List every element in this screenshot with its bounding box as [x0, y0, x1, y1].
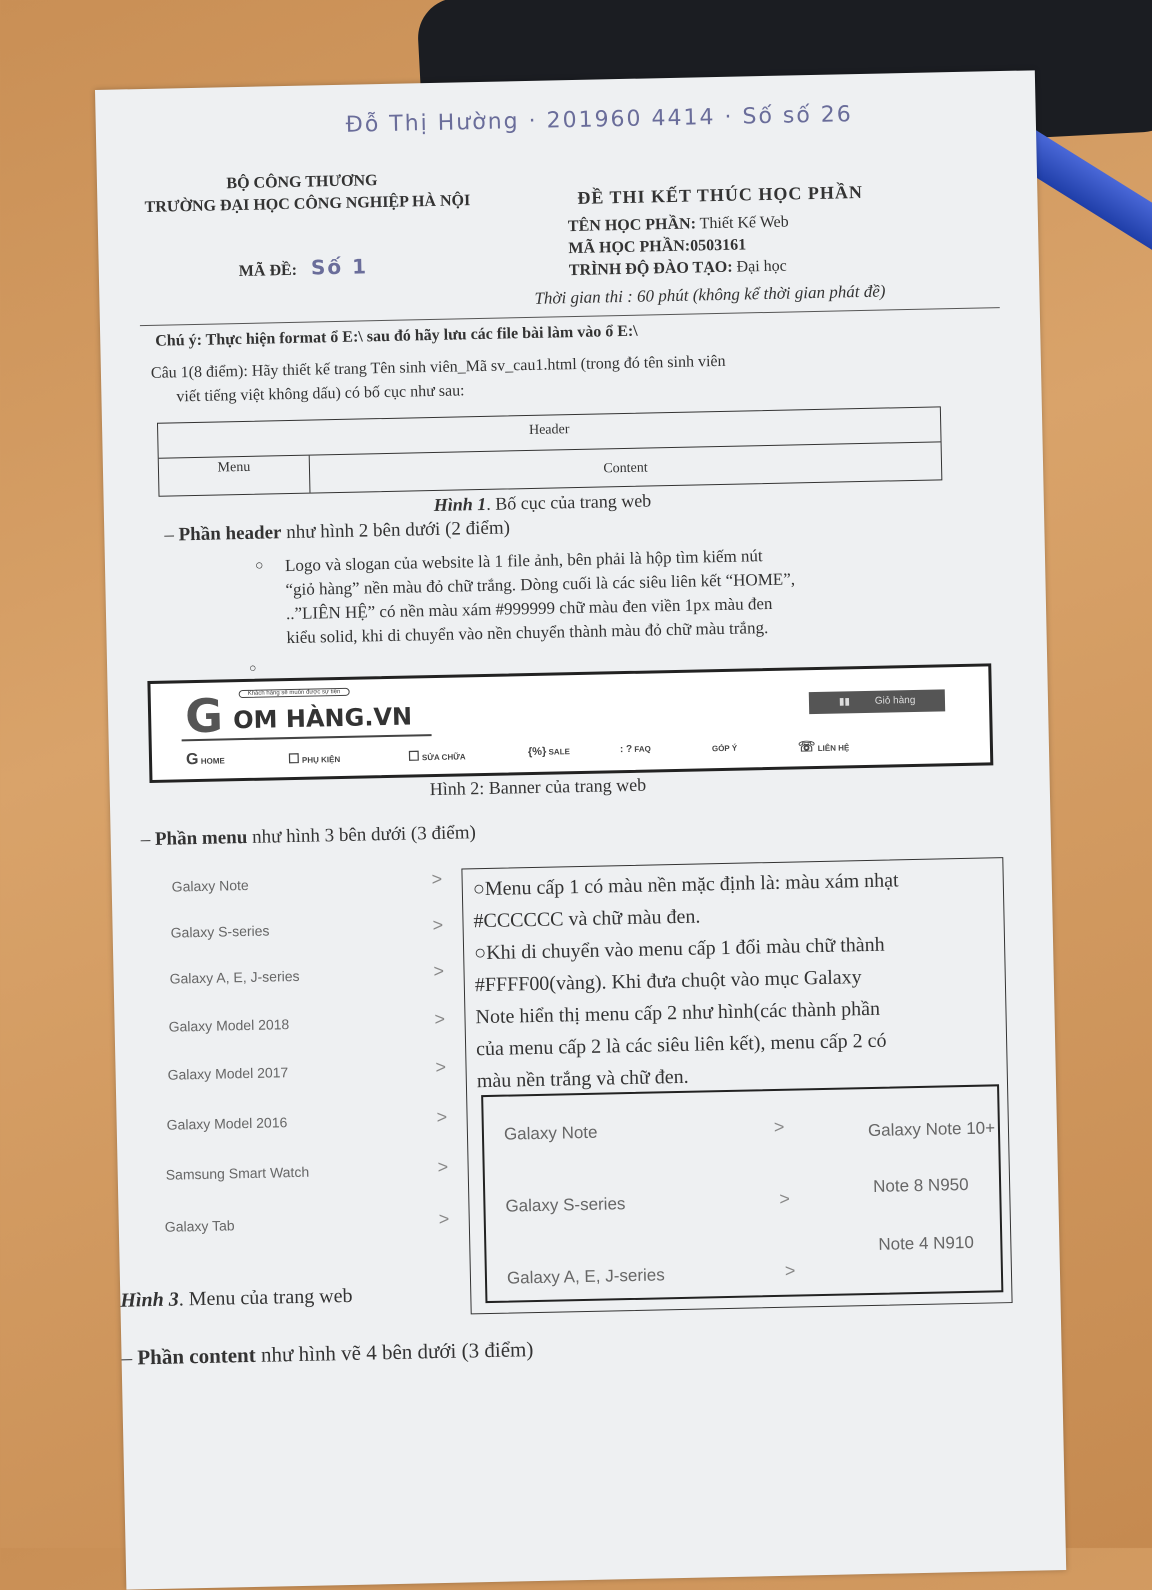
nav-accessories[interactable]: ☐ PHỤ KIỆN	[287, 750, 341, 767]
chevron-right-icon: >	[438, 1208, 450, 1230]
figure-1-caption: Hình 1. Bố cục của trang web	[433, 490, 652, 515]
submenu-level1-item[interactable]: Galaxy S-series	[505, 1194, 626, 1216]
chevron-right-icon: >	[436, 1106, 448, 1128]
home-icon: G	[185, 750, 199, 769]
chevron-right-icon: >	[432, 914, 444, 936]
content-section-title: – Phần content như hình vẽ 4 bên dưới (3 điểm)	[121, 1337, 534, 1370]
submenu-level1-item[interactable]: Galaxy A, E, J-series	[506, 1265, 665, 1288]
menu-item[interactable]: Galaxy Tab	[164, 1217, 235, 1235]
nav-sale[interactable]: {%} SALE	[527, 745, 570, 759]
chevron-right-icon: >	[434, 1008, 446, 1030]
submenu-figure	[481, 1084, 1003, 1303]
layout-menu: Menu	[159, 456, 311, 496]
box-icon: ☐	[287, 750, 300, 767]
ministry: BỘ CÔNG THƯƠNG	[226, 172, 378, 193]
menu-item[interactable]: Galaxy Model 2018	[168, 1016, 290, 1035]
cart-icon: ▮▮	[838, 696, 851, 708]
layout-header: Header	[158, 407, 941, 458]
bullet-circle: ○	[254, 558, 264, 574]
chevron-right-icon: >	[779, 1188, 791, 1209]
chevron-right-icon: >	[433, 960, 445, 982]
submenu-level2-item[interactable]: Note 8 N950	[872, 1174, 969, 1196]
course-name: TÊN HỌC PHẦN: Thiết Kế Web	[567, 213, 789, 236]
menu-item[interactable]: Galaxy Note	[171, 876, 249, 895]
exam-code: MÃ ĐỀ: Số 1	[238, 254, 369, 281]
nav-repair[interactable]: ☐ SỬA CHỮA	[407, 748, 466, 764]
submenu-level2-item[interactable]: Note 4 N910	[878, 1232, 974, 1254]
banner-figure	[147, 660, 993, 783]
handwritten-note: Đỗ Thị Hường · 201960 4414 · Số số 26	[345, 102, 854, 138]
exam-paper	[95, 70, 1066, 1589]
menu-item[interactable]: Samsung Smart Watch	[165, 1163, 310, 1183]
nav-faq[interactable]: : ? FAQ	[619, 743, 651, 756]
chevron-right-icon: >	[784, 1260, 796, 1281]
header-requirements: Logo và slogan của website là 1 file ảnh, bên phải là hộp tìm kiếm nút “giỏ hàng” nền màu đỏ chữ trắng. Dòng cuối là các siêu liên kết “HOME”, ..”LIÊN HỆ” có nền màu xám #999999 chữ màu đen viền 1px màu đen kiểu solid, khi di chuyển vào nền chuyển thành màu đỏ chữ màu trắng.	[284, 546, 796, 648]
menu-item[interactable]: Galaxy A, E, J-series	[169, 967, 300, 987]
submenu-level1-item[interactable]: Galaxy Note	[503, 1122, 598, 1144]
phone-icon: ☏	[797, 738, 816, 755]
figure-3-caption: Hình 3. Menu của trang web	[120, 1284, 353, 1312]
menu-item[interactable]: Galaxy S-series	[170, 922, 270, 941]
layout-diagram	[157, 406, 942, 496]
logo-g: G	[184, 688, 224, 744]
submenu-level2-item[interactable]: Galaxy Note 10+	[867, 1118, 996, 1141]
chevron-right-icon: >	[431, 868, 443, 890]
bullet-circle: ○	[248, 660, 257, 675]
menu-section-title: – Phần menu như hình 3 bên dưới (3 điểm)	[140, 822, 477, 851]
chevron-right-icon: >	[435, 1056, 447, 1078]
exam-title: ĐỀ THI KẾT THÚC HỌC PHẦN	[577, 181, 864, 208]
course-code: MÃ HỌC PHẦN:0503161	[568, 236, 747, 258]
note: Chú ý: Thực hiện format ổ E:\ sau đó hãy lưu các file bài làm vào ổ E:\	[155, 322, 638, 350]
nav-feedback[interactable]: GÓP Ý	[711, 743, 738, 754]
nav-contact[interactable]: ☏ LIÊN HỆ	[797, 738, 850, 755]
repair-icon: ☐	[407, 748, 420, 764]
figure-2-caption: Hình 2: Banner của trang web	[429, 774, 647, 800]
university: TRƯỜNG ĐẠI HỌC CÔNG NGHIỆP HÀ NỘI	[144, 192, 471, 216]
faq-icon: : ?	[619, 743, 633, 756]
layout-content: Content	[603, 460, 648, 477]
menu-item[interactable]: Galaxy Model 2016	[166, 1114, 288, 1133]
question-line-1: Câu 1(8 điểm): Hãy thiết kế trang Tên sinh viên_Mã sv_cau1.html (trong đó tên sinh viên	[150, 352, 726, 382]
logo-text: OM HÀNG.VN	[232, 702, 413, 735]
cart-button[interactable]: ▮▮ Giỏ hàng	[809, 689, 945, 714]
header-section-title: – Phần header như hình 2 bên dưới (2 điểm)	[164, 517, 511, 546]
chevron-right-icon: >	[437, 1156, 449, 1178]
question-line-2: viết tiếng việt không dấu) có bố cục như sau:	[176, 382, 465, 406]
chevron-right-icon: >	[773, 1116, 785, 1138]
nav-home[interactable]: G HOME	[185, 750, 225, 769]
exam-time: Thời gian thi : 60 phút (không kể thời gian phát đề)	[534, 281, 886, 308]
menu-description-box	[461, 857, 1012, 1314]
sale-icon: {%}	[527, 745, 547, 759]
menu-description: ○Menu cấp 1 có màu nền mặc định là: màu xám nhạt #CCCCCC và chữ màu đen. ○Khi di chuyển vào menu cấp 1 đổi màu chữ thành #FFFF00(vàng). Khi đưa chuột vào mục Galaxy Note hiển thị menu cấp 2 như hình(các thành phần của menu cấp 2 là các siêu liên kết), menu cấp 2 có màu nền trắng và chữ đen.	[472, 869, 899, 1093]
training-level: TRÌNH ĐỘ ĐÀO TẠO: Đại học	[568, 257, 787, 280]
logo-slogan: Khách hàng sẽ muốn được sự tiện	[239, 688, 350, 698]
menu-item[interactable]: Galaxy Model 2017	[167, 1064, 289, 1083]
menu-figure	[152, 868, 450, 1235]
